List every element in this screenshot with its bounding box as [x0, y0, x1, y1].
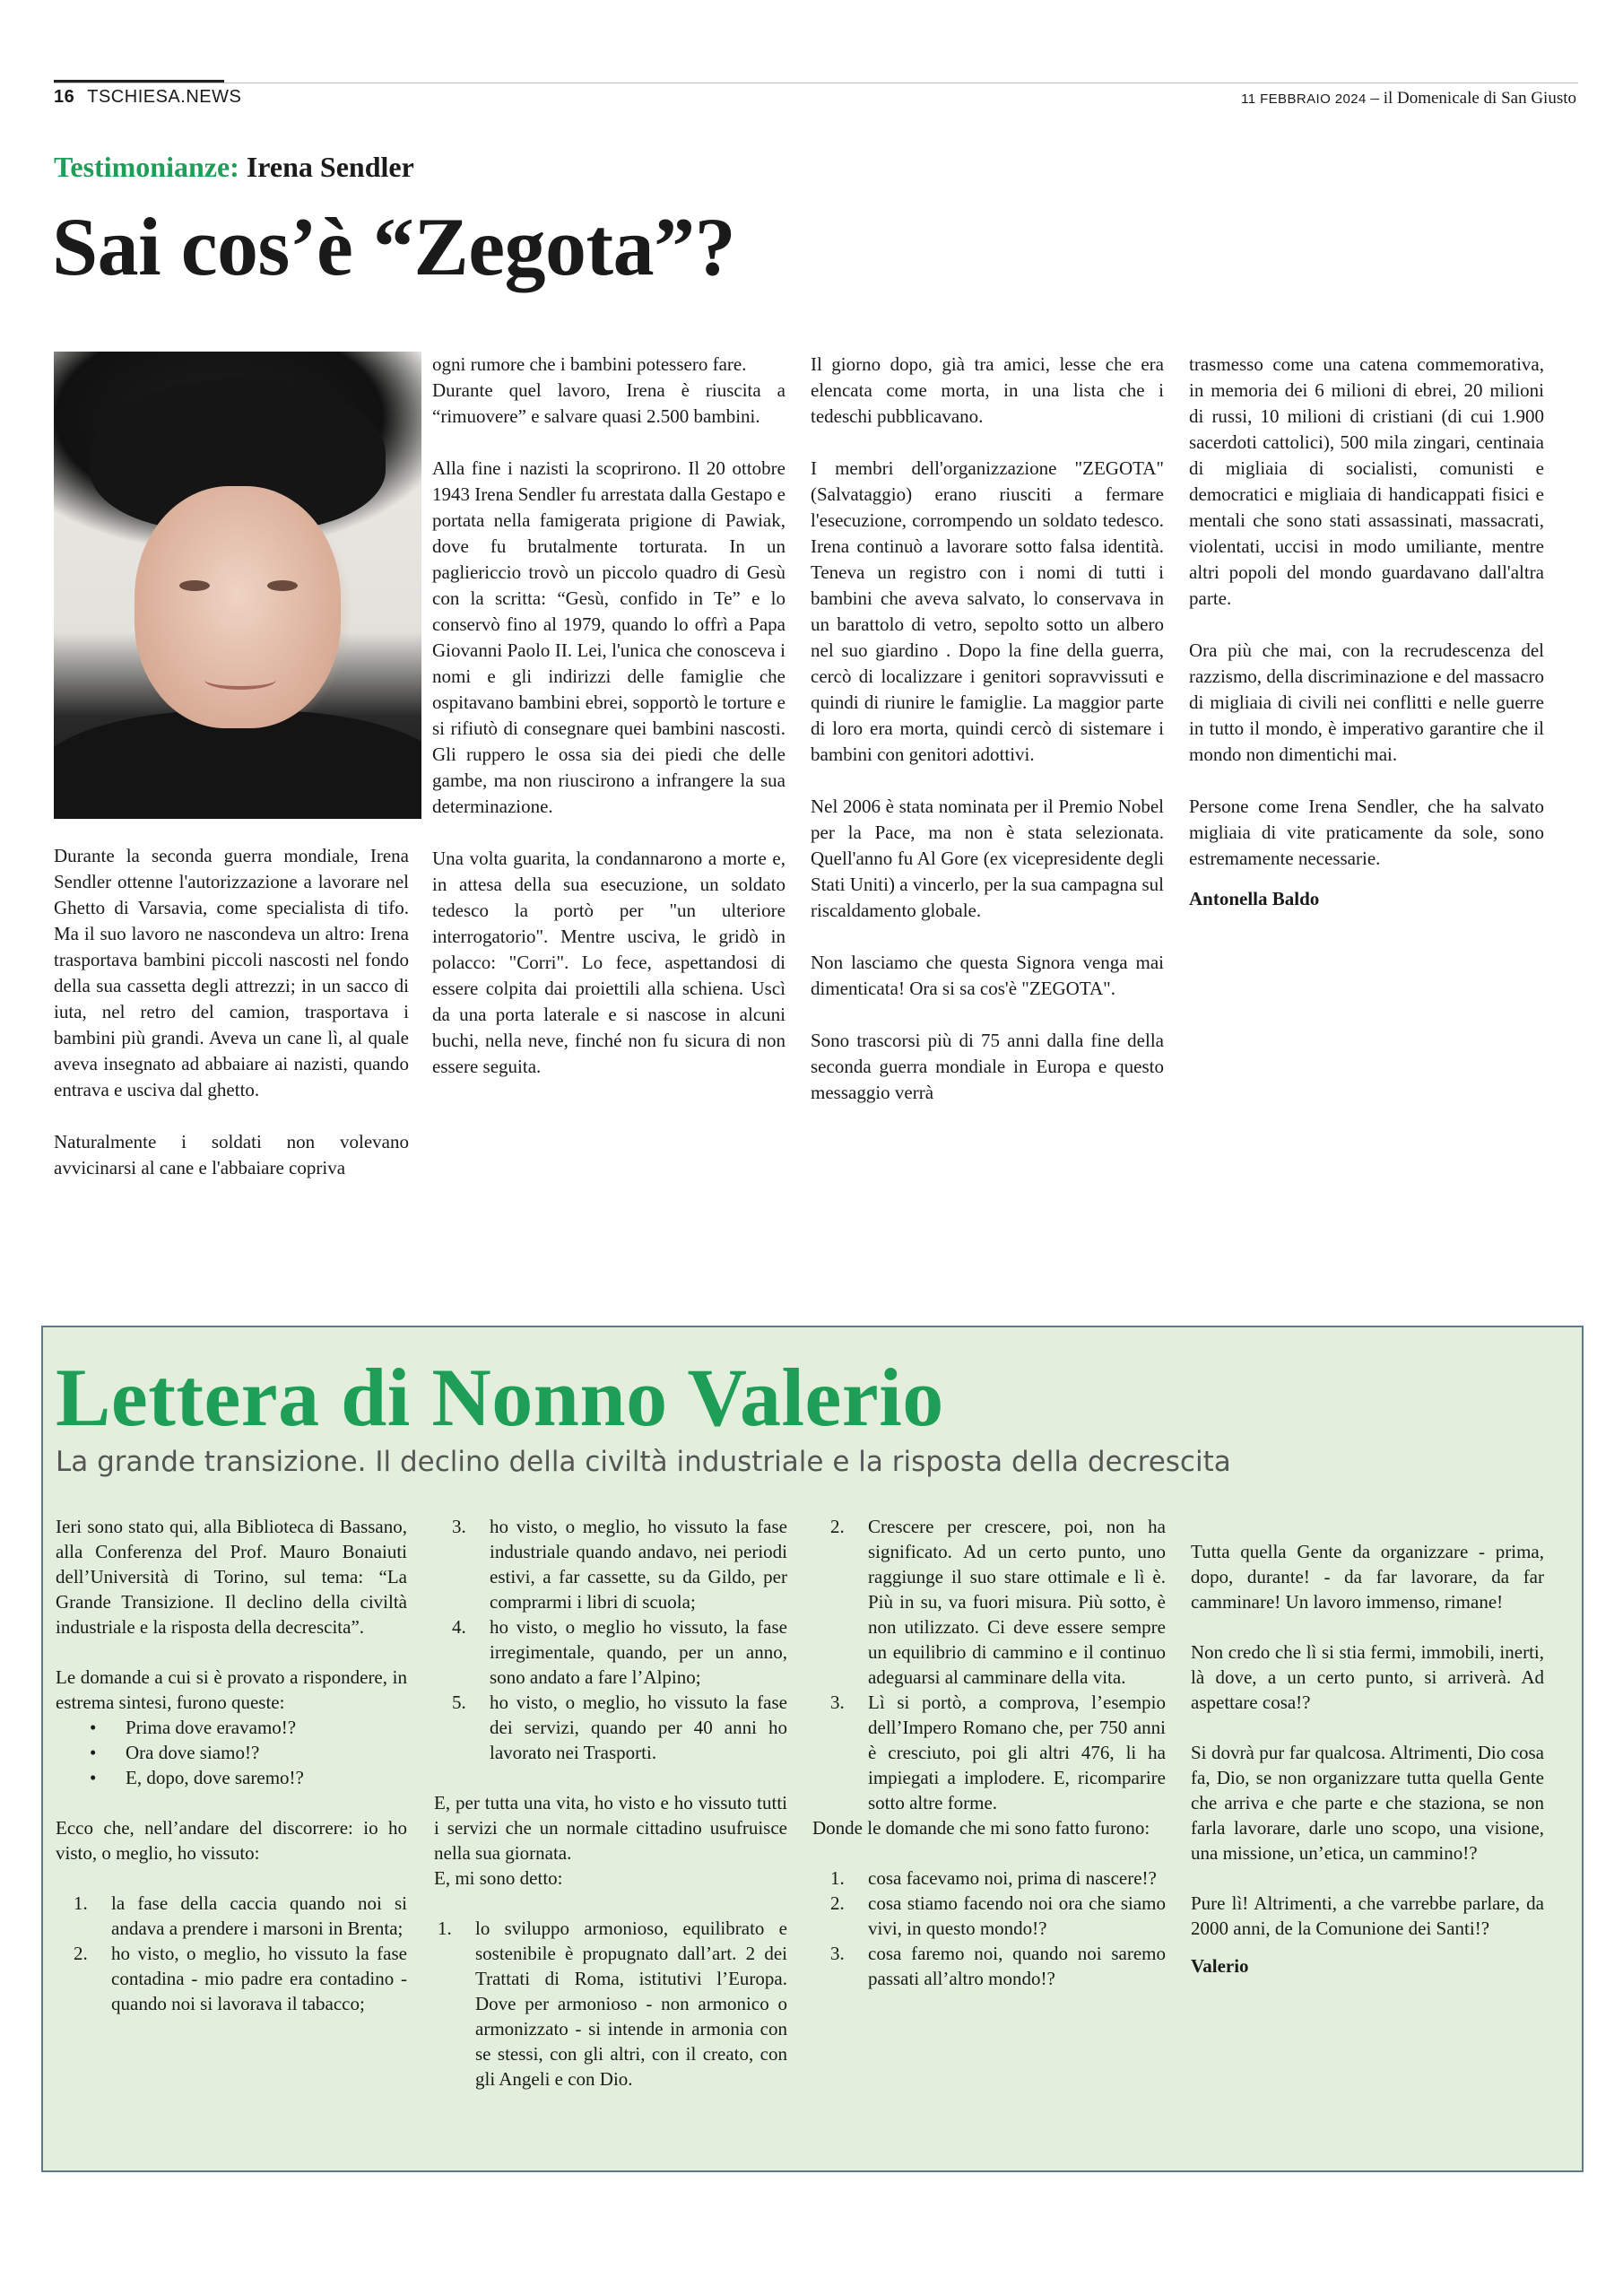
- header-right: [1241, 89, 1576, 109]
- paragraph: Persone come Irena Sendler, che ha salvato migliaia di vite praticamente da sole, sono estremamente necessarie.: [1189, 796, 1544, 869]
- article1-column-3: [811, 352, 1164, 1106]
- article1-column-1: [54, 843, 409, 1181]
- photo-eye-right: [267, 580, 298, 591]
- paragraph: trasmesso come una catena commemorativa, in memoria dei 6 milioni di ebrei, 20 milioni di russi, 10 milioni di cristiani (di cui 1.900 sacerdoti cattolici), 500 mila zingari, centinaia di migliaia di socialisti, comunisti e democratici e migliaia di handicappati fisici e mentali che sono stati assassinati, massacrati, violentati, uccisi in modo umiliante, mentre altri popoli del mondo guardavano dall'altra parte.: [1189, 353, 1544, 609]
- article-author: Antonella Baldo: [1189, 888, 1320, 909]
- list-item: 3. cosa faremo noi, quando noi saremo passati all’altro mondo!?: [830, 1943, 1166, 1989]
- article1-column-4: [1189, 352, 1544, 912]
- paragraph: Pure lì! Altrimenti, a che varrebbe parlare, da 2000 anni, de la Comunione dei Santi!?: [1191, 1892, 1544, 1939]
- letter-column-2: [434, 1514, 787, 2092]
- letter-column-4: [1191, 1539, 1544, 1979]
- site-name[interactable]: TSCHIESA.NEWS: [87, 87, 242, 107]
- letter-signature: Valerio: [1191, 1955, 1249, 1977]
- list-item: 5. ho visto, o meglio, ho vissuto la fase dei servizi, quando per 40 anni ho lavorato nei Trasporti.: [452, 1692, 787, 1763]
- article1-column-2: [432, 352, 785, 1080]
- paragraph: Ieri sono stato qui, alla Biblioteca di Bassano, alla Conferenza del Prof. Mauro Bonaiuti dell’Università di Torino, sul tema: “La Grande Transizione. Il declino della civiltà industriale e la risposta della decrescita”.: [56, 1516, 407, 1638]
- header-left: [54, 87, 241, 108]
- list-item: 2. Crescere per crescere, poi, non ha significato. Ad un certo punto, uno raggiunge il suo stare ottimale e lì è. Più in su, va fuori misura. Più sotto, è non utilizzato. Ci deve essere sempre un equilibrio di cammino e il continuo adeguarsi al camminare della vita.: [830, 1516, 1166, 1688]
- paragraph: Durante quel lavoro, Irena è riuscita a “rimuovere” e salvare quasi 2.500 bambini.: [432, 379, 785, 427]
- list-item: 1. cosa facevamo noi, prima di nascere!?: [830, 1867, 1157, 1889]
- list-item: 3. Lì si portò, a comprova, l’esempio dell’Impero Romano che, per 750 anni è cresciuto, poi gli altri 476, li ha impiegati a implodere. E, ricomparire sotto altre forme.: [830, 1692, 1166, 1813]
- article-title: Sai cos’è “Zegota”?: [52, 201, 736, 292]
- article-kicker: [54, 151, 414, 184]
- numbered-list: [812, 1866, 1166, 1991]
- paragraph: Non lasciamo che questa Signora venga mai dimenticata! Ora si sa cos'è "ZEGOTA".: [811, 952, 1164, 999]
- paragraph: Ora più che mai, con la recrudescenza del razzismo, della discriminazione e del massacro di migliaia di civili nei conflitti e nelle guerre in tutto il mondo, è imperativo garantire che il mondo non dimentichi mai.: [1189, 639, 1544, 765]
- paragraph: ogni rumore che i bambini potessero fare.: [432, 353, 747, 375]
- numbered-list: [56, 1891, 407, 2016]
- list-item: • Ora dove siamo!?: [90, 1742, 260, 1763]
- letter-title: Lettera di Nonno Valerio: [56, 1352, 944, 1443]
- paragraph: Alla fine i nazisti la scoprirono. Il 20 ottobre 1943 Irena Sendler fu arrestata dalla Gestapo e portata nella famigerata prigione di Pawiak, dove fu brutalmente torturata. In un pagliericcio trovò un piccolo quadro di Gesù con la scritta: “Gesù, confido in Te” e lo conservò fino al 1979, quando lo offrì a Papa Giovanni Paolo II. Lei, l'unica che conosceva i nomi e gli indirizzi delle famiglie che ospitavano bambini ebrei, sopportò le torture e si rifiutò di consegnare quei bambini nascosti. Gli ruppero le ossa sia dei piedi che delle gambe, ma non riuscirono a infrangere la sua determinazione.: [432, 457, 785, 817]
- paragraph: Si dovrà pur far qualcosa. Altrimenti, Dio cosa fa, Dio, se non organizzare tutta quella Gente che arriva e che parte e che staziona, se non farla lavorare, darle uno scopo, una visione, una missione, un’etica, un cammino!?: [1191, 1742, 1544, 1864]
- paragraph: Nel 2006 è stata nominata per il Premio Nobel per la Pace, ma non è stata selezionata. Quell'anno fu Al Gore (ex vicepresidente degli Stati Uniti) a vincerlo, per la sua campagna sul riscaldamento globale.: [811, 796, 1164, 921]
- numbered-list: [434, 1514, 787, 1765]
- list-item: 2. cosa stiamo facendo noi ora che siamo vivi, in questo mondo!?: [830, 1892, 1166, 1939]
- bullet-marker: •: [90, 1717, 97, 1738]
- kicker-subject: Irena Sendler: [246, 151, 414, 183]
- list-item: 1. lo sviluppo armonioso, equilibrato e sostenibile è propugnato dall’art. 2 dei Trattati di Roma, istitutivi l’Europa. Dove per armonioso - non armonico o armonizzato - si intende in armonia con se stessi, con gli altri, con il creato, con gli Angeli e con Dio.: [438, 1918, 787, 2090]
- paragraph: Donde le domande che mi sono fatto furono:: [812, 1817, 1150, 1839]
- paragraph: Le domande a cui si è provato a rispondere, in estrema sintesi, furono queste:: [56, 1666, 407, 1713]
- bullet-marker: •: [90, 1742, 97, 1763]
- photo-face: [135, 486, 341, 728]
- paragraph: Durante la seconda guerra mondiale, Irena Sendler ottenne l'autorizzazione a lavorare nel Ghetto di Varsavia, come specialista di tifo. Ma il suo lavoro ne nascondeva un altro: Irena trasportava bambini piccoli nascosti nel fondo della sua cassetta degli attrezzi; in un sacco di iuta, nel retro del camion, trasportava i bambini più grandi. Aveva un cane lì, al quale aveva insegnato ad abbaiare ai nazisti, quando entrava e usciva dal ghetto.: [54, 845, 409, 1100]
- paragraph: Tutta quella Gente da organizzare - prima, dopo, durante! - da far lavorare, da far camminare! Un lavoro immenso, rimane!: [1191, 1541, 1544, 1613]
- list-item: 2. ho visto, o meglio, ho vissuto la fase contadina - mio padre era contadino - quando noi si lavorava il tabacco;: [74, 1943, 407, 2014]
- paragraph: Una volta guarita, la condannarono a morte e, in attesa della sua esecuzione, un soldato tedesco la portò per "un ulteriore interrogatorio". Mentre usciva, le gridò in polacco: "Corri". Lo fece, aspettandosi di essere colpita dai proiettili alla schiena. Uscì da una porta laterale e si nascose in alcuni buchi, nella neve, finché non fu sicura di non essere seguita.: [432, 848, 785, 1077]
- publication-name: – il Domenicale di San Giusto: [1370, 89, 1576, 108]
- paragraph: E, mi sono detto:: [434, 1867, 563, 1889]
- list-item: 3. ho visto, o meglio, ho vissuto la fase industriale quando andavo, nei periodi estivi, a far cassette, su da Gildo, per comprarmi i libri di scuola;: [452, 1516, 787, 1613]
- issue-date: 11 FEBBRAIO 2024: [1241, 91, 1367, 107]
- portrait-photo: [54, 352, 421, 819]
- list-item: • Prima dove eravamo!?: [90, 1717, 297, 1738]
- list-item: 1. la fase della caccia quando noi si andava a prendere i marsoni in Brenta;: [74, 1892, 407, 1939]
- bullet-list: [56, 1715, 407, 1790]
- list-item: • E, dopo, dove saremo!?: [90, 1767, 304, 1788]
- letter-column-1: [56, 1514, 407, 2016]
- paragraph: Il giorno dopo, già tra amici, lesse che era elencata come morta, in una lista che i tedeschi pubblicavano.: [811, 353, 1164, 427]
- letter-column-3: [812, 1514, 1166, 1991]
- paragraph: Sono trascorsi più di 75 anni dalla fine della seconda guerra mondiale in Europa e questo messaggio verrà: [811, 1030, 1164, 1103]
- paragraph: Ecco che, nell’andare del discorrere: io ho visto, o meglio, ho vissuto:: [56, 1817, 407, 1864]
- letter-subtitle: La grande transizione. Il declino della civiltà industriale e la risposta della decrescita: [56, 1446, 1231, 1478]
- paragraph: E, per tutta una vita, ho visto e ho vissuto tutti i servizi che un normale cittadino usufruisce nella sua giornata.: [434, 1792, 787, 1864]
- numbered-list: [812, 1514, 1166, 1815]
- paragraph: I membri dell'organizzazione "ZEGOTA" (Salvataggio) erano riusciti a fermare l'esecuzione, corrompendo un soldato tedesco. Irena continuò a lavorare sotto falsa identità. Teneva un registro con i nomi di tutti i bambini che aveva salvato, lo conservava in un barattolo di vetro, sepolto sotto un albero nel suo giardino . Dopo la fine della guerra, cercò di localizzare i genitori sopravvissuti e quindi di riunire le famiglie. La maggior parte di loro era morta, quindi cercò di sistemare i bambini con genitori adottivi.: [811, 457, 1164, 765]
- photo-eye-left: [179, 580, 210, 591]
- paragraph: Naturalmente i soldati non volevano avvicinarsi al cane e l'abbaiare copriva: [54, 1131, 409, 1178]
- kicker-label: Testimonianze:: [54, 151, 239, 183]
- photo-smile: [204, 670, 276, 690]
- numbered-list: [434, 1916, 787, 2092]
- page-number: 16: [54, 87, 75, 107]
- list-item: 4. ho visto, o meglio ho vissuto, la fase irregimentale, quando, per un anno, sono andato a fare l’Alpino;: [452, 1616, 787, 1688]
- bullet-marker: •: [90, 1767, 97, 1788]
- paragraph: Non credo che lì si stia fermi, immobili, inerti, là dove, a un certo punto, si arriverà. Ad aspettare cosa!?: [1191, 1641, 1544, 1713]
